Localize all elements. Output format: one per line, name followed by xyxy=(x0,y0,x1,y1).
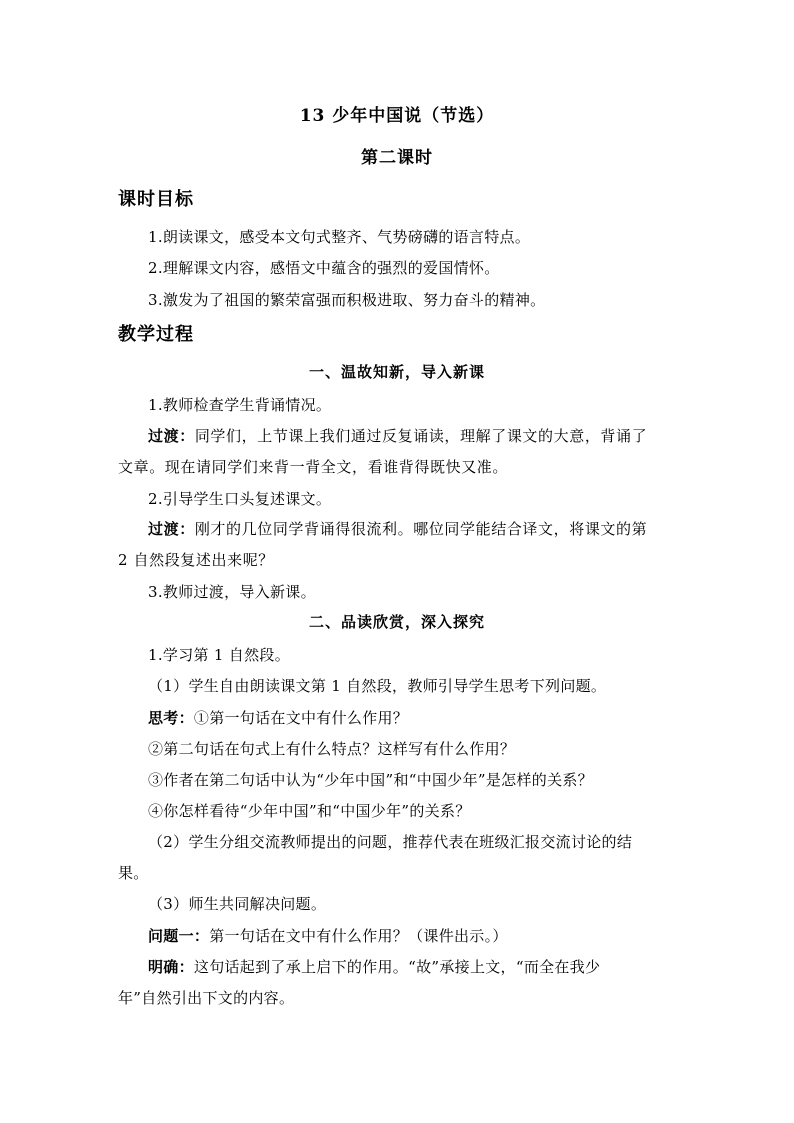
transition-paragraph xyxy=(148,426,647,446)
answer-paragraph xyxy=(148,957,600,977)
transition-text-continued: 文章。现在请同学们来背一背全文，看谁背得既快又准。 xyxy=(118,458,509,476)
transition-label: 过渡： xyxy=(148,520,195,538)
section-title: 一、温故知新，导入新课 xyxy=(308,363,485,381)
goals-heading: 课时目标 xyxy=(118,189,194,210)
answer-label: 明确： xyxy=(148,958,194,976)
page-subtitle: 第二课时 xyxy=(361,148,433,168)
goal-item: 2.理解课文内容，感悟文中蕴含的强烈的爱国情怀。 xyxy=(148,259,500,277)
step-text: 1.学习第 1 自然段。 xyxy=(148,646,290,664)
transition-paragraph xyxy=(148,519,647,539)
transition-text: 同学们，上节课上我们通过反复诵读，理解了课文的大意，背诵了 xyxy=(194,427,648,445)
transition-text-continued: 2 自然段复述出来呢？ xyxy=(118,551,274,569)
section-title: 二、品读欣赏，深入探究 xyxy=(308,613,485,631)
goal-item: 1.朗读课文，感受本文句式整齐、气势磅礴的语言特点。 xyxy=(148,228,531,246)
think-question: ③作者在第二句话中认为“少年中国”和“中国少年”是怎样的关系？ xyxy=(148,771,593,789)
goal-item: 3.激发为了祖国的繁荣富强而积极进取、努力奋斗的精神。 xyxy=(148,291,546,309)
think-question: ④你怎样看待“少年中国”和“中国少年”的关系？ xyxy=(148,802,471,820)
transition-text: 刚才的几位同学背诵得很流利。哪位同学能结合译文，将课文的第 xyxy=(194,520,648,538)
question-text: 第一句话在文中有什么作用？（课件出示。） xyxy=(209,927,508,945)
page-title: 13 少年中国说（节选） xyxy=(299,106,495,126)
think-label: 思考： xyxy=(148,709,194,727)
answer-text: 这句话起到了承上启下的作用。“故”承接上文，“而全在我少 xyxy=(193,958,601,976)
answer-text-continued: 年”自然引出下文的内容。 xyxy=(118,989,295,1007)
transition-label: 过渡： xyxy=(148,427,195,445)
process-heading: 教学过程 xyxy=(118,324,194,345)
think-paragraph xyxy=(148,708,408,728)
sub-step-text-continued: 果。 xyxy=(118,864,149,882)
think-question: ①第一句话在文中有什么作用？ xyxy=(193,709,409,727)
step-text: 1.教师检查学生背诵情况。 xyxy=(148,396,332,414)
sub-step-text: （1）学生自由朗读课文第 1 自然段，教师引导学生思考下列问题。 xyxy=(148,677,607,695)
think-question: ②第二句话在句式上有什么特点？这样写有什么作用？ xyxy=(148,740,516,758)
sub-step-text: （2）学生分组交流教师提出的问题，推荐代表在班级汇报交流讨论的结 xyxy=(148,833,633,851)
step-text: 2.引导学生口头复述课文。 xyxy=(148,490,332,508)
question-label: 问题一： xyxy=(148,927,210,945)
step-text: 3.教师过渡，导入新课。 xyxy=(148,583,316,601)
question-paragraph xyxy=(148,926,508,946)
sub-step-text: （3）师生共同解决问题。 xyxy=(148,895,327,913)
